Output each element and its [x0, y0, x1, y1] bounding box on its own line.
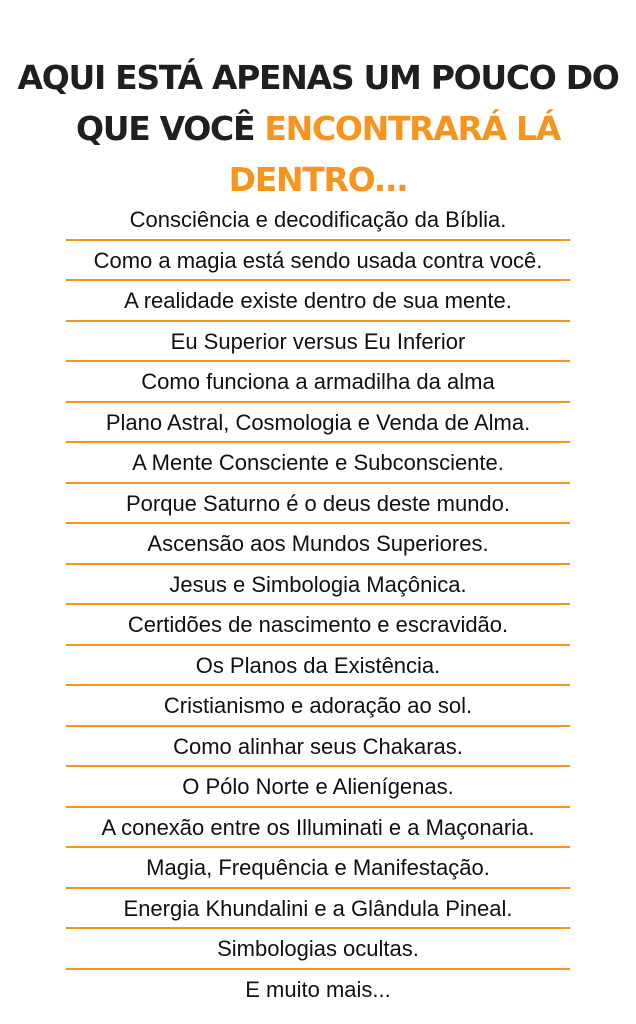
topic-text: Os Planos da Existência. — [195, 652, 441, 678]
topic-text: Como a magia está sendo usada contra você. — [93, 247, 543, 273]
topic-list-item — [58, 322, 578, 363]
topic-list-item — [58, 403, 578, 444]
topic-list-item — [58, 524, 578, 565]
topic-text: Cristianismo e adoração ao sol. — [163, 693, 473, 718]
topic-list-item — [58, 848, 578, 889]
topic-text: O Pólo Norte e Alienígenas. — [182, 774, 454, 799]
topic-text: Porque Saturno é o deus deste mundo. — [125, 490, 511, 516]
topic-list-item — [58, 889, 578, 930]
topic-list-item — [58, 281, 578, 322]
topic-list-item — [58, 727, 578, 768]
topic-text: Eu Superior versus Eu Inferior — [170, 328, 466, 354]
topic-text: A conexão entre os Illuminati e a Maçonaria. — [101, 814, 535, 840]
topic-text: A realidade existe dentro de sua mente. — [124, 288, 512, 313]
topic-list-item — [58, 565, 578, 606]
topic-list-item — [58, 808, 578, 849]
topic-text: Consciência e decodificação da Bíblia. — [129, 207, 507, 232]
topic-text: Ascensão aos Mundos Superiores. — [147, 531, 489, 556]
topic-list-item — [58, 484, 578, 525]
topic-list-item — [58, 200, 578, 241]
topic-text: A Mente Consciente e Subconsciente. — [132, 450, 504, 475]
topic-list-item — [58, 605, 578, 646]
topic-list-item — [58, 646, 578, 687]
topic-list-item — [58, 929, 578, 970]
page-headline — [0, 52, 636, 205]
topic-text: Energia Khundalini e a Glândula Pineal. — [123, 895, 513, 921]
topic-text: Plano Astral, Cosmologia e Venda de Alma. — [105, 409, 531, 435]
topic-list — [58, 200, 578, 1010]
topic-list-item — [58, 241, 578, 282]
topic-list-item — [58, 767, 578, 808]
topic-text: Como alinhar seus Chakaras. — [173, 733, 463, 759]
topic-list-item — [58, 362, 578, 403]
headline-line-3-highlight: DENTRO... — [228, 160, 408, 200]
topic-list-item — [58, 970, 578, 1011]
headline-line-2-dark: QUE VOCÊ — [75, 109, 265, 149]
topic-text: E muito mais... — [245, 976, 391, 1002]
headline-line-2-highlight: ENCONTRARÁ LÁ — [264, 109, 561, 149]
topic-text: Magia, Frequência e Manifestação. — [146, 855, 490, 880]
topic-list-item — [58, 686, 578, 727]
topic-text: Certidões de nascimento e escravidão. — [127, 612, 509, 637]
topic-list-item — [58, 443, 578, 484]
topic-text: Simbologias ocultas. — [217, 936, 419, 961]
headline-line-1: AQUI ESTÁ APENAS UM POUCO DO — [17, 58, 619, 98]
topic-text: Jesus e Simbologia Maçônica. — [169, 571, 467, 597]
topic-text: Como funciona a armadilha da alma — [141, 369, 495, 394]
